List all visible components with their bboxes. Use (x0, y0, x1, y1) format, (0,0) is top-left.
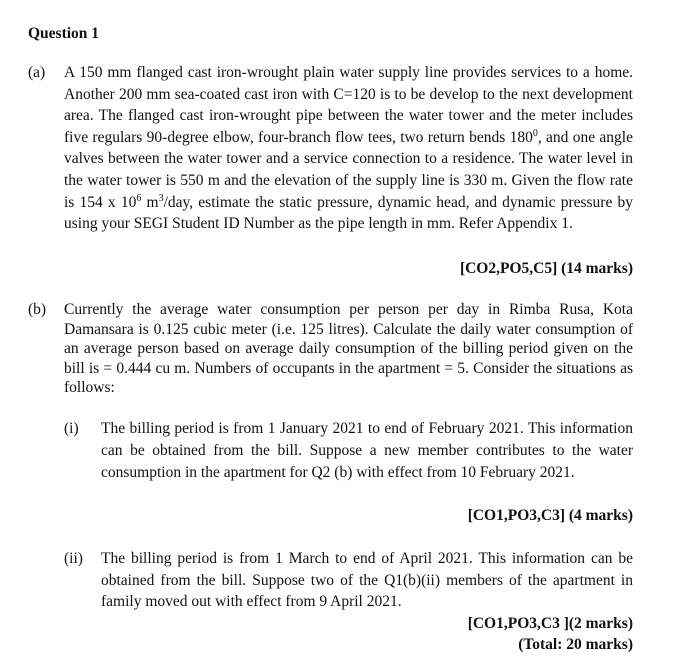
part-a-text-4: /day, estimate the static pressure, dynamic head, and dynamic pressure by using your SEGI Student ID Number as the pipe length in mm. Refer Appendix 1. (64, 193, 634, 233)
part-a-degree-superscript: 0 (532, 127, 538, 139)
part-b-ii-text: The billing period is from 1 March to end of April 2021. This information can be obtained from the bill. Suppose two of the Q1(b)(ii) members of the apartment in family moved out with effect from 9 April 2021. (101, 550, 633, 611)
part-a-text-1: A 150 mm flanged cast iron-wrought plain water supply line provides services to a home. Another 200 mm sea-coated cast iron with C=120 is to be develop to the next development area. The flanged cast iron-wrought pipe between the water tower and the meter includes five regulars 90-degree elbow, four-branch flow tees, two return bends 180 (64, 64, 633, 146)
part-a-marks: [CO2,PO5,C5] (14 marks) (459, 260, 633, 277)
part-b-i-marks: [CO1,PO3,C3] (4 marks) (467, 507, 633, 524)
part-b-text: Currently the average water consumption per person per day in Rimba Rusa, Kota Damansara is 0.125 cubic meter (i.e. 125 litres). Calculate the daily water consumption of an average person based on average daily consumption of the billing period given on the bill is = 0.444 cu m. Numbers of occupants in the apartment = 5. Consider the situations as follows: (64, 301, 633, 397)
part-b-ii-label: (ii) (64, 550, 83, 567)
part-b-ii-marks: [CO1,PO3,C3 ](2 marks) (467, 615, 633, 632)
part-b-i-label: (i) (64, 420, 79, 437)
part-a-text (64, 62, 633, 235)
part-a-text-2: , and one angle valves between the water tower and a service connection to a residence. The water level in the water tower is 550 m and the elevation of the supply line is 330 m. Given the flow rate is 154 x 10 (64, 128, 633, 211)
part-a-exponent-superscript: 6 (136, 192, 142, 204)
part-a-label: (a) (28, 64, 46, 81)
part-b-label: (b) (28, 301, 47, 318)
question-title: Question 1 (28, 25, 100, 42)
part-a-text-3: m (141, 193, 159, 211)
total-marks: (Total: 20 marks) (518, 636, 633, 653)
part-a-cubic-superscript: 3 (158, 192, 164, 204)
part-b-i-text: The billing period is from 1 January 2021 to end of February 2021. This information can be obtained from the bill. Suppose a new member contributes to the water consumption in the apartment for Q2 (b) with effect from 10 February 2021. (101, 420, 633, 481)
